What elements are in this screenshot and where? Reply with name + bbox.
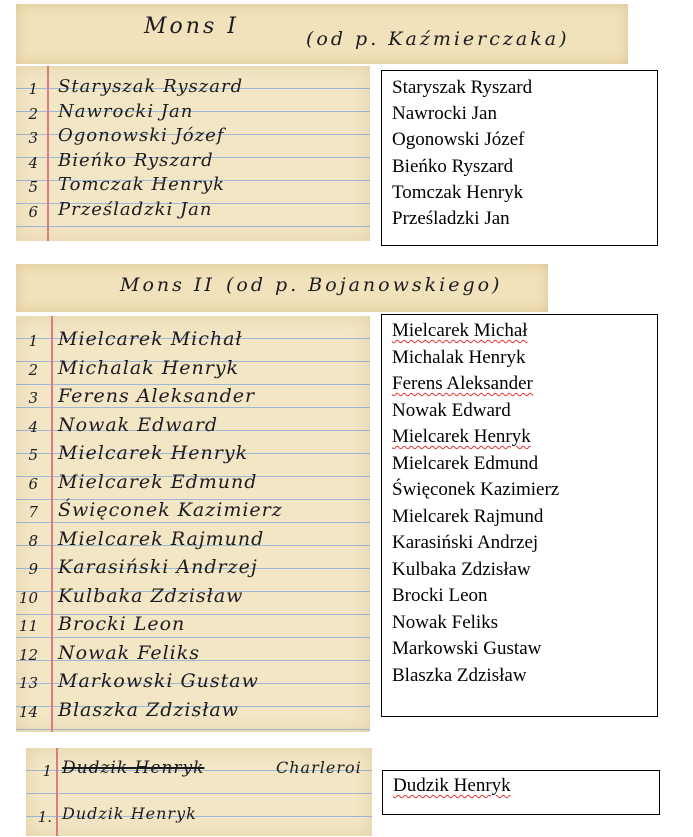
transcription-line: Markowski Gustaw — [392, 638, 542, 659]
entry-number: 1. — [37, 808, 52, 826]
margin-line — [56, 748, 58, 836]
section1-transcription-box — [381, 70, 658, 246]
margin-line — [47, 66, 49, 241]
entry-name: Bieńko Ryszard — [58, 149, 214, 171]
transcription-line: Kulbaka Zdzisław — [392, 558, 531, 580]
entry-name: Karasiński Andrzej — [58, 556, 258, 578]
transcription-line: Nowak Feliks — [392, 611, 499, 633]
entry-number: 6 — [28, 474, 38, 493]
entry-name: Dudzik Henryk — [62, 804, 197, 823]
transcription-line: Nowak Edward — [392, 399, 511, 421]
transcription-line: Mielcarek Michał — [392, 320, 528, 341]
entry-number: 5 — [28, 178, 38, 196]
section1-subtitle: (od p. Kaźmierczaka) — [306, 28, 570, 50]
margin-line — [51, 316, 53, 732]
entry-number: 1 — [28, 332, 38, 350]
entry-name: Święconek Kazimierz — [58, 499, 283, 521]
entry-name: Nawrocki Jan — [58, 100, 194, 122]
entry-name: Ferens Aleksander — [58, 385, 256, 407]
crossed-entry-number: 1 — [42, 762, 52, 780]
section1-header-scan — [16, 4, 628, 64]
entry-number: 1 — [28, 80, 38, 98]
entry-name: Brocki Leon — [58, 613, 186, 635]
section2-header-scan — [16, 264, 548, 312]
section3-scan — [26, 748, 372, 836]
entry-name: Mielcarek Michał — [58, 328, 243, 350]
transcription-line: Mielcarek Henryk — [392, 426, 531, 447]
transcription-line: Ferens Aleksander — [392, 373, 533, 394]
transcription-line: Tomczak Henryk — [392, 181, 524, 203]
transcription-line: Nawrocki Jan — [392, 103, 497, 125]
entry-number: 3 — [28, 389, 38, 407]
entry-name: Kulbaka Zdzisław — [58, 584, 244, 607]
entry-number: 14 — [18, 702, 38, 721]
section2-subtitle: (od p. Bojanowskiego) — [226, 274, 503, 296]
entry-name: Mielcarek Rajmund — [58, 527, 265, 550]
entry-number: 7 — [28, 503, 38, 521]
section1-title: Mons I — [144, 14, 239, 39]
entry-name: Staryszak Ryszard — [58, 76, 244, 97]
entry-number: 9 — [28, 560, 38, 578]
entry-number: 3 — [28, 129, 38, 147]
entry-number: 5 — [28, 446, 38, 464]
transcription-line: Mielcarek Edmund — [392, 452, 539, 474]
transcription-line: Bieńko Ryszard — [392, 155, 514, 177]
transcription-line: Prześladzki Jan — [392, 208, 510, 229]
entry-number: 10 — [18, 588, 38, 607]
entry-number: 2 — [28, 104, 38, 123]
place-note: Charleroi — [276, 758, 362, 777]
crossed-entry-name: Dudzik Henryk — [62, 758, 205, 778]
transcription-line: Dudzik Henryk — [393, 775, 511, 796]
entry-name: Nowak Edward — [58, 413, 219, 436]
section2-title: Mons II — [120, 274, 215, 296]
section1-list-scan — [16, 66, 370, 241]
entry-number: 4 — [28, 417, 38, 436]
transcription-line: Staryszak Ryszard — [392, 77, 533, 98]
entry-number: 11 — [18, 617, 38, 635]
entry-name: Markowski Gustaw — [58, 670, 259, 692]
entry-number: 6 — [28, 202, 38, 221]
entry-number: 2 — [28, 360, 38, 379]
section3-transcription-box — [382, 770, 660, 815]
entry-name: Mielcarek Henryk — [58, 442, 249, 464]
section2-transcription-box — [381, 314, 658, 717]
entry-number: 8 — [28, 531, 38, 550]
entry-name: Blaszka Zdzisław — [58, 698, 239, 721]
transcription-line: Mielcarek Rajmund — [392, 505, 544, 527]
transcription-line: Ogonowski Józef — [392, 129, 525, 151]
entry-name: Mielcarek Edmund — [58, 470, 258, 493]
entry-name: Michalak Henryk — [58, 356, 240, 379]
entry-number: 13 — [18, 674, 38, 692]
entry-name: Tomczak Henryk — [58, 174, 226, 195]
entry-number: 4 — [28, 153, 38, 172]
transcription-line: Brocki Leon — [392, 585, 488, 606]
transcription-line: Święconek Kazimierz — [392, 479, 560, 500]
transcription-line: Michalak Henryk — [392, 346, 526, 368]
transcription-line: Karasiński Andrzej — [392, 532, 539, 553]
entry-name: Prześladzki Jan — [58, 198, 213, 220]
entry-name: Nowak Feliks — [58, 641, 201, 664]
section2-list-scan — [16, 316, 370, 732]
entry-name: Ogonowski Józef — [58, 125, 225, 146]
transcription-line: Blaszka Zdzisław — [392, 664, 527, 686]
entry-number: 12 — [18, 645, 38, 664]
